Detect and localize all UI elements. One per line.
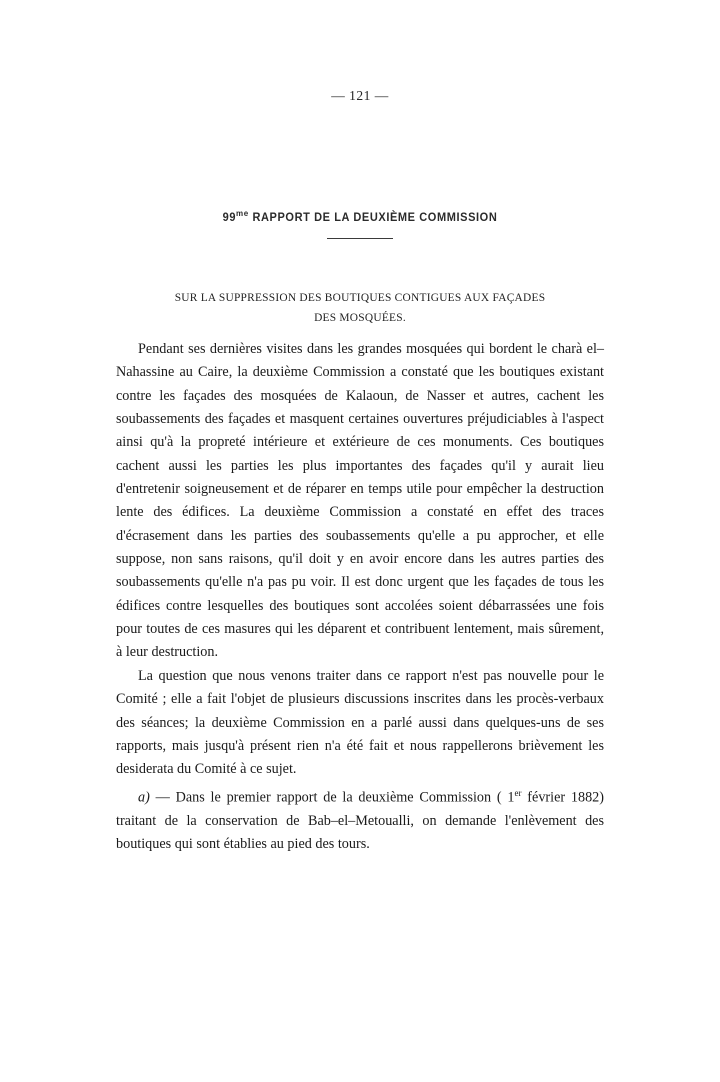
report-heading-ordinal-suffix: me	[236, 208, 249, 219]
paragraph-3-label: a)	[138, 789, 150, 806]
heading-divider	[327, 238, 393, 239]
page-number: — 121 —	[331, 88, 389, 103]
section-subtitle	[110, 289, 610, 328]
paragraph-3-rest: février 1882) traitant de la conservation de Bab–el–Metoualli, on demande l'enlèvement des boutiques qui sont établies au pied des tours.	[116, 789, 604, 852]
subtitle-line-1: SUR LA SUPPRESSION DES BOUTIQUES CONTIGUES AUX FAÇADES	[174, 292, 546, 304]
report-heading-rest: RAPPORT DE LA DEUXIÈME COMMISSION	[252, 211, 498, 225]
subtitle-line-2: DES MOSQUÉES.	[314, 311, 406, 324]
report-heading	[0, 209, 720, 224]
paragraph-3	[116, 782, 604, 857]
paragraph-2: La question que nous venons traiter dans ce rapport n'est pas nouvelle pour le Comité ; elle a fait l'objet de plusieurs discussions inscrites dans les procès-verbaux des séances; la deuxième Commission en a parlé aussi dans quelques-uns de ses rapports, mais jusqu'à présent rien n'a été fait et nous rappellerons brièvement les desiderata du Comité à ce sujet.	[116, 667, 604, 778]
body-text	[116, 338, 604, 856]
paragraph-3-text: — Dans le premier rapport de la deuxième Commission ( 1	[149, 789, 515, 806]
paragraph-1: Pendant ses dernières visites dans les grandes mosquées qui bordent le charà el–Nahassine au Caire, la deuxième Commission a constaté que les boutiques existant contre les façades des mosquées de Kalaoun, de Nasser et autres, cachent les soubassements des façades et masquent certaines ouvertures préjudiciables à l'aspect ainsi qu'à la propreté intérieure et extérieure de ces monuments. Ces boutiques cachent aussi les parties les plus importantes des façades qu'il y aurait lieu d'entretenir soigneusement et de réparer en temps utile pour empêcher la destruction lente des édifices. La deuxième Commission a constaté en effet des traces d'écrasement dans les parties des soubassements qu'elle a pu approcher, et elle suppose, non sans raisons, qu'il doit y en avoir encore dans les autres parties des soubassements qu'elle n'a pas pu voir. Il est donc urgent que les façades de tous les édifices contre lesquelles des boutiques sont accolées soient débarrassées une fois pour toutes de ces masures qui les déparent et contribuent lentement, mais sûrement, à leur destruction.	[116, 341, 604, 661]
paragraph-3-superscript: er	[514, 787, 522, 798]
report-heading-ordinal: 99	[222, 211, 237, 225]
